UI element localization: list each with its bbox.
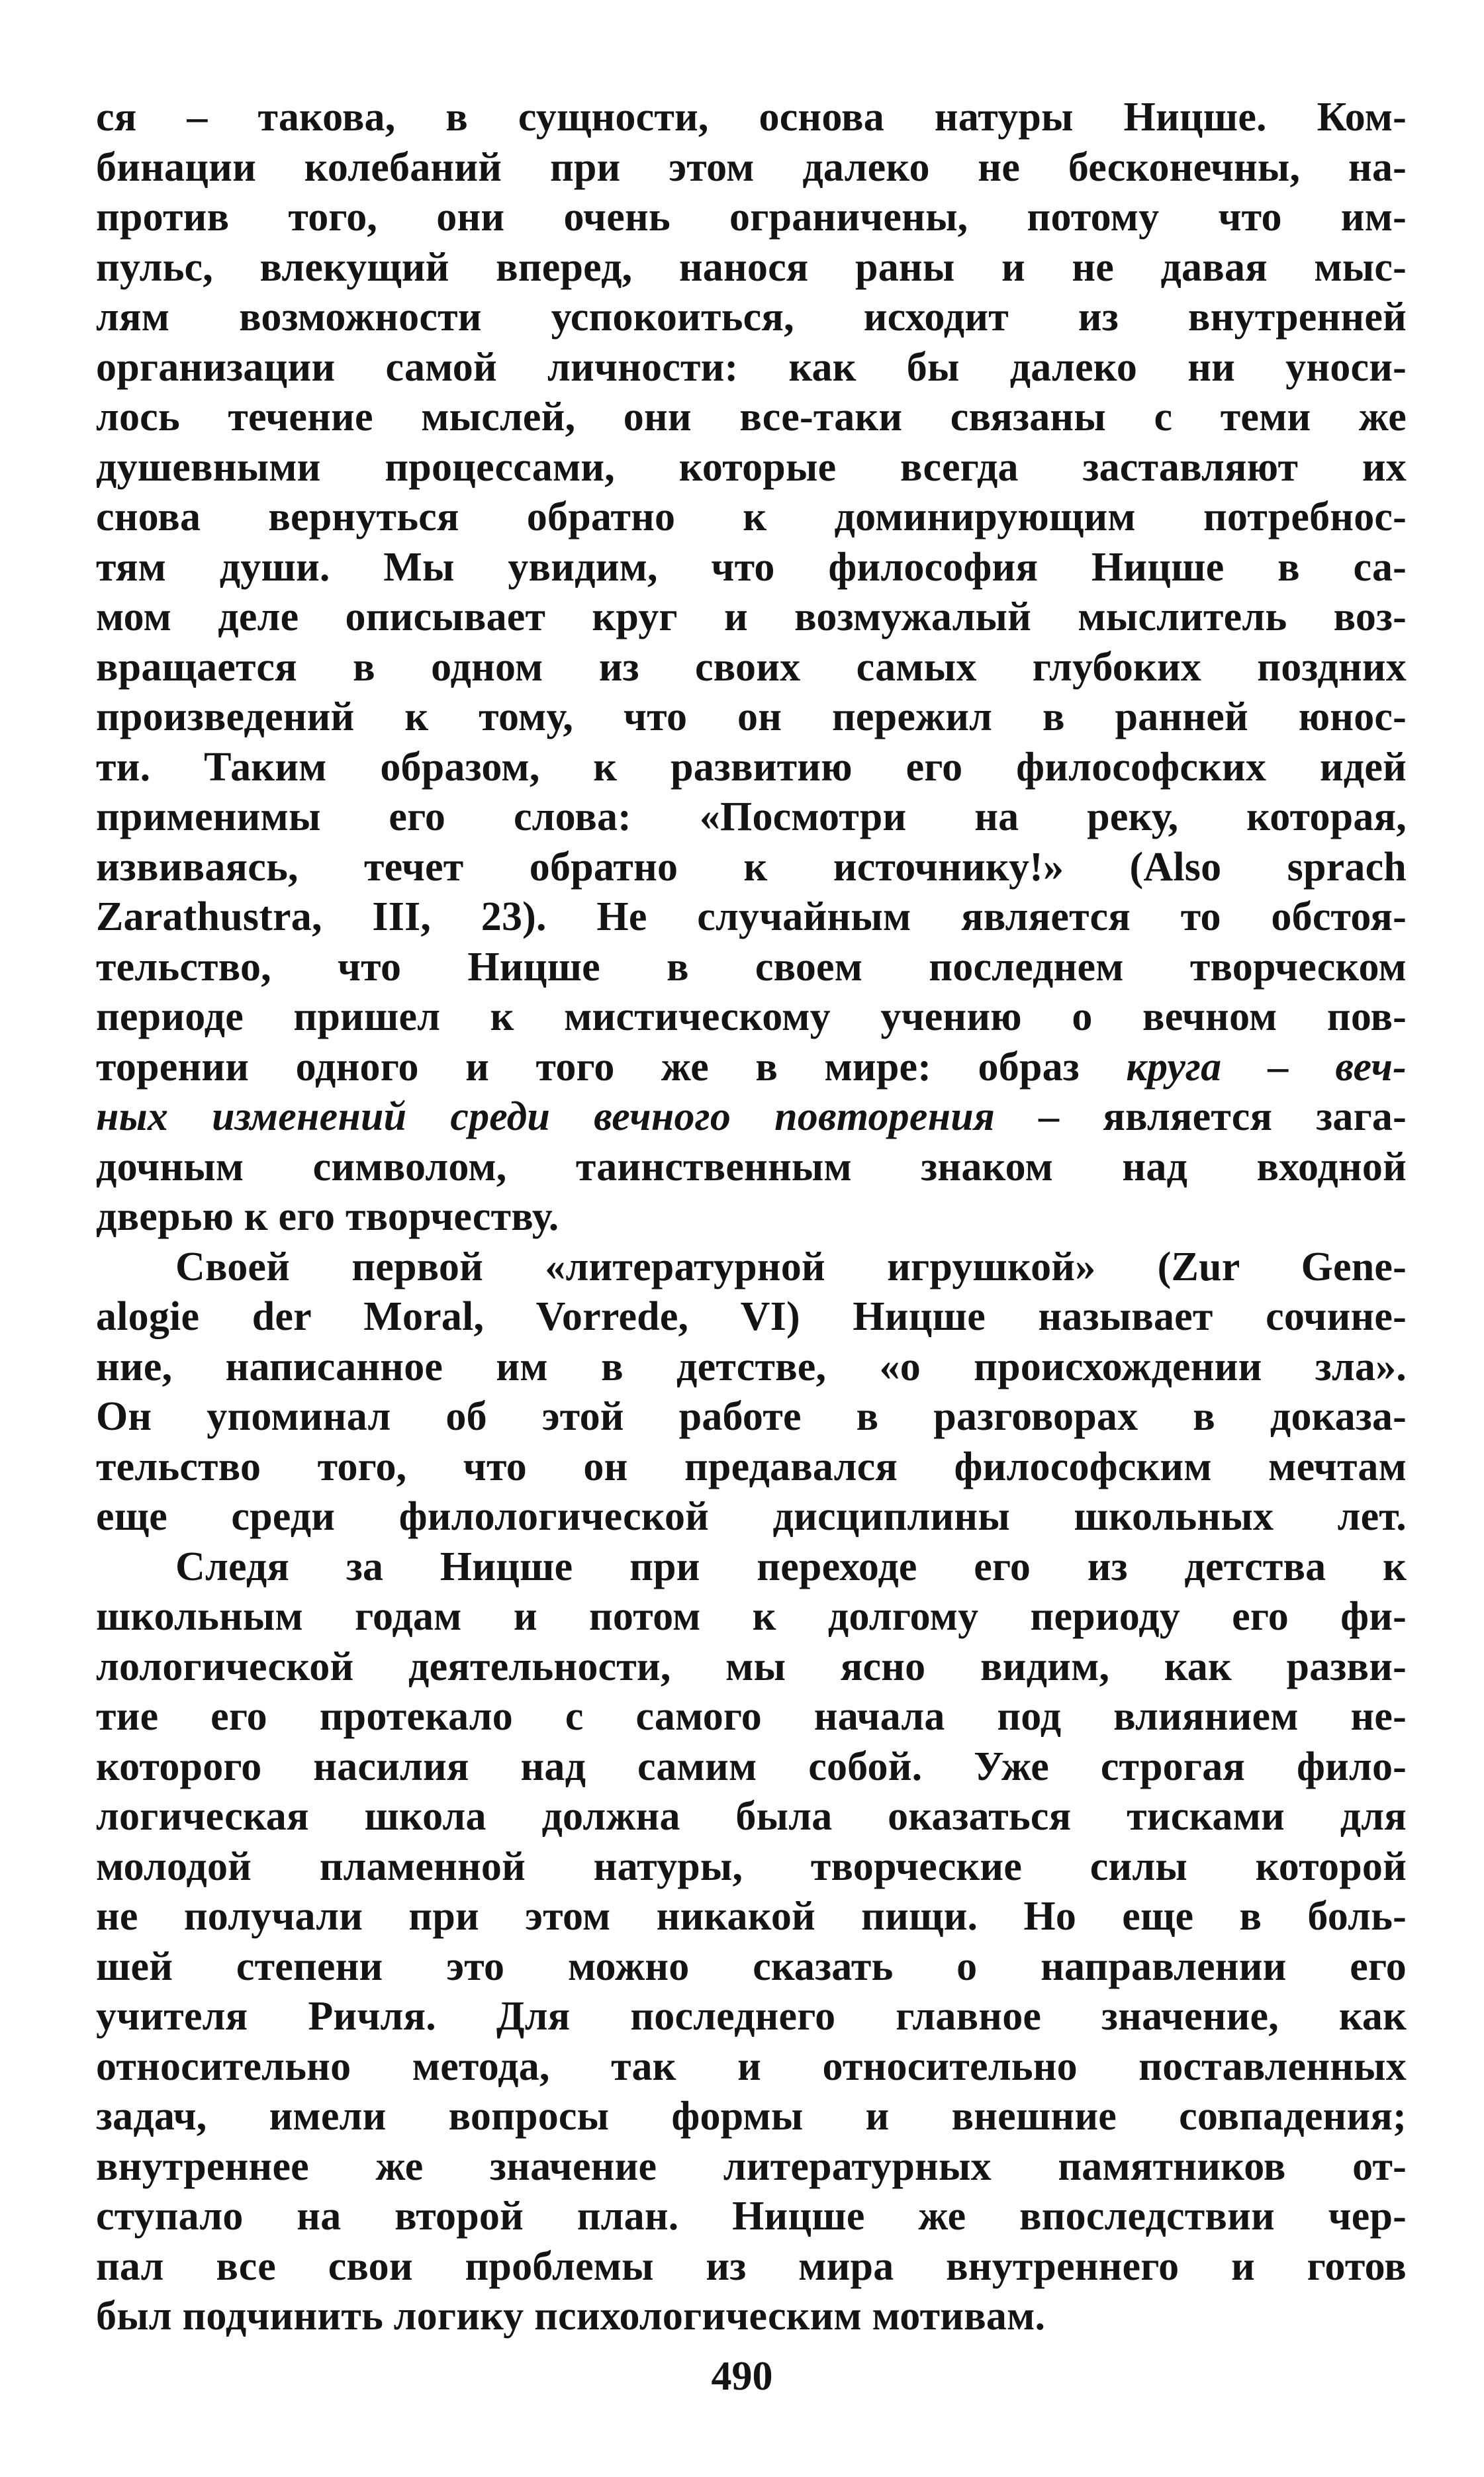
text-line: применимы его слова: «Посмотри на реку, которая, <box>96 794 1407 839</box>
text-line: не получали при этом никакой пищи. Но еще в боль- <box>96 1894 1407 1939</box>
text-line: тельство, что Ницше в своем последнем творческом <box>96 944 1407 990</box>
text-line: мом деле описывает круг и возмужалый мыслитель воз- <box>96 594 1407 639</box>
text-line: логическая школа должна была оказаться тисками для <box>96 1794 1407 1839</box>
text-line: Zarathustra, III, 23). Не случайным является то обстоя- <box>96 894 1407 939</box>
text-line: Он упоминал об этой работе в разговорах в доказа- <box>96 1394 1407 1439</box>
text-line <box>96 1043 1407 1093</box>
text-line: лось течение мыслей, они все-таки связаны с теми же <box>96 395 1407 440</box>
paragraph-1 <box>96 93 1407 1242</box>
text-line: еще среди филологической дисциплины школьных лет. <box>96 1494 1407 1539</box>
text-line: лям возможности успокоиться, исходит из внутренней <box>96 295 1407 340</box>
page-number: 490 <box>711 2354 773 2399</box>
text-line: дочным символом, таинственным знаком над входной <box>96 1144 1407 1190</box>
paragraph-3 <box>96 1542 1407 2342</box>
text-line: ся – такова, в сущности, основа натуры Ницше. Ком- <box>96 95 1407 140</box>
text-line: которого насилия над самим собой. Уже строгая фило- <box>96 1744 1407 1789</box>
text-line: против того, они очень ограничены, потому что им- <box>96 195 1407 240</box>
text-line: организации самой личности: как бы далеко ни уноси- <box>96 344 1407 390</box>
text-line: alogie der Moral, Vorrede, VI) Ницше называет сочине- <box>96 1294 1407 1339</box>
text-line <box>96 1092 1407 1143</box>
text-line: снова вернуться обратно к доминирующим потребнос- <box>96 494 1407 539</box>
text-line: лологической деятельности, мы ясно видим, как разви- <box>96 1644 1407 1689</box>
italic-text: круга – веч- <box>1126 1044 1407 1090</box>
paragraph-2 <box>96 1242 1407 1542</box>
text-line: шей степени это можно сказать о направлении его <box>96 1943 1407 1989</box>
text-line: извиваясь, течет обратно к источнику!» (Also sprach <box>96 844 1407 890</box>
text-segment: – является зага- <box>995 1094 1407 1139</box>
text-line: был подчинить логику психологическим мотивам. <box>96 2294 1046 2339</box>
text-line: пульс, влекущий вперед, нанося раны и не давая мыс- <box>96 244 1407 290</box>
text-line: душевными процессами, которые всегда заставляют их <box>96 444 1407 490</box>
text-line: молодой пламенной натуры, творческие силы которой <box>96 1844 1407 1889</box>
text-line: ступало на второй план. Ницше же впоследствии чер- <box>96 2194 1407 2239</box>
italic-text: ных изменений среди вечного повторения <box>96 1094 996 1139</box>
text-line: Своей первой «литературной игрушкой» (Zur Gene- <box>175 1244 1407 1289</box>
text-line: произведений к тому, что он пережил в ранней юнос- <box>96 694 1407 739</box>
text-line: пал все свои проблемы из мира внутреннего и готов <box>96 2243 1407 2289</box>
text-line: школьным годам и потом к долгому периоду его фи- <box>96 1594 1407 1639</box>
text-line: Следя за Ницше при переходе его из детства к <box>175 1544 1407 1589</box>
text-line: внутреннее же значение литературных памятников от- <box>96 2143 1407 2189</box>
text-line: тям души. Мы увидим, что философия Ницше в са- <box>96 544 1407 590</box>
text-line: тие его протекало с самого начала под влиянием не- <box>96 1694 1407 1739</box>
text-line: периоде пришел к мистическому учению о вечном пов- <box>96 994 1407 1039</box>
book-page-text <box>96 93 1407 2342</box>
text-line: тельство того, что он предавался философским мечтам <box>96 1444 1407 1489</box>
text-segment: торении одного и того же в мире: образ <box>96 1044 1127 1090</box>
text-line: дверью к его творчеству. <box>96 1194 559 1239</box>
text-line: учителя Ричля. Для последнего главное значение, как <box>96 1994 1407 2039</box>
text-line: задач, имели вопросы формы и внешние совпадения; <box>96 2094 1407 2139</box>
text-line: вращается в одном из своих самых глубоких поздних <box>96 644 1407 690</box>
text-line: ти. Таким образом, к развитию его философских идей <box>96 744 1407 790</box>
text-line: ние, написанное им в детстве, «о происхождении зла». <box>96 1344 1407 1389</box>
text-line: бинации колебаний при этом далеко не бесконечны, на- <box>96 144 1407 190</box>
text-line: относительно метода, так и относительно поставленных <box>96 2043 1407 2089</box>
